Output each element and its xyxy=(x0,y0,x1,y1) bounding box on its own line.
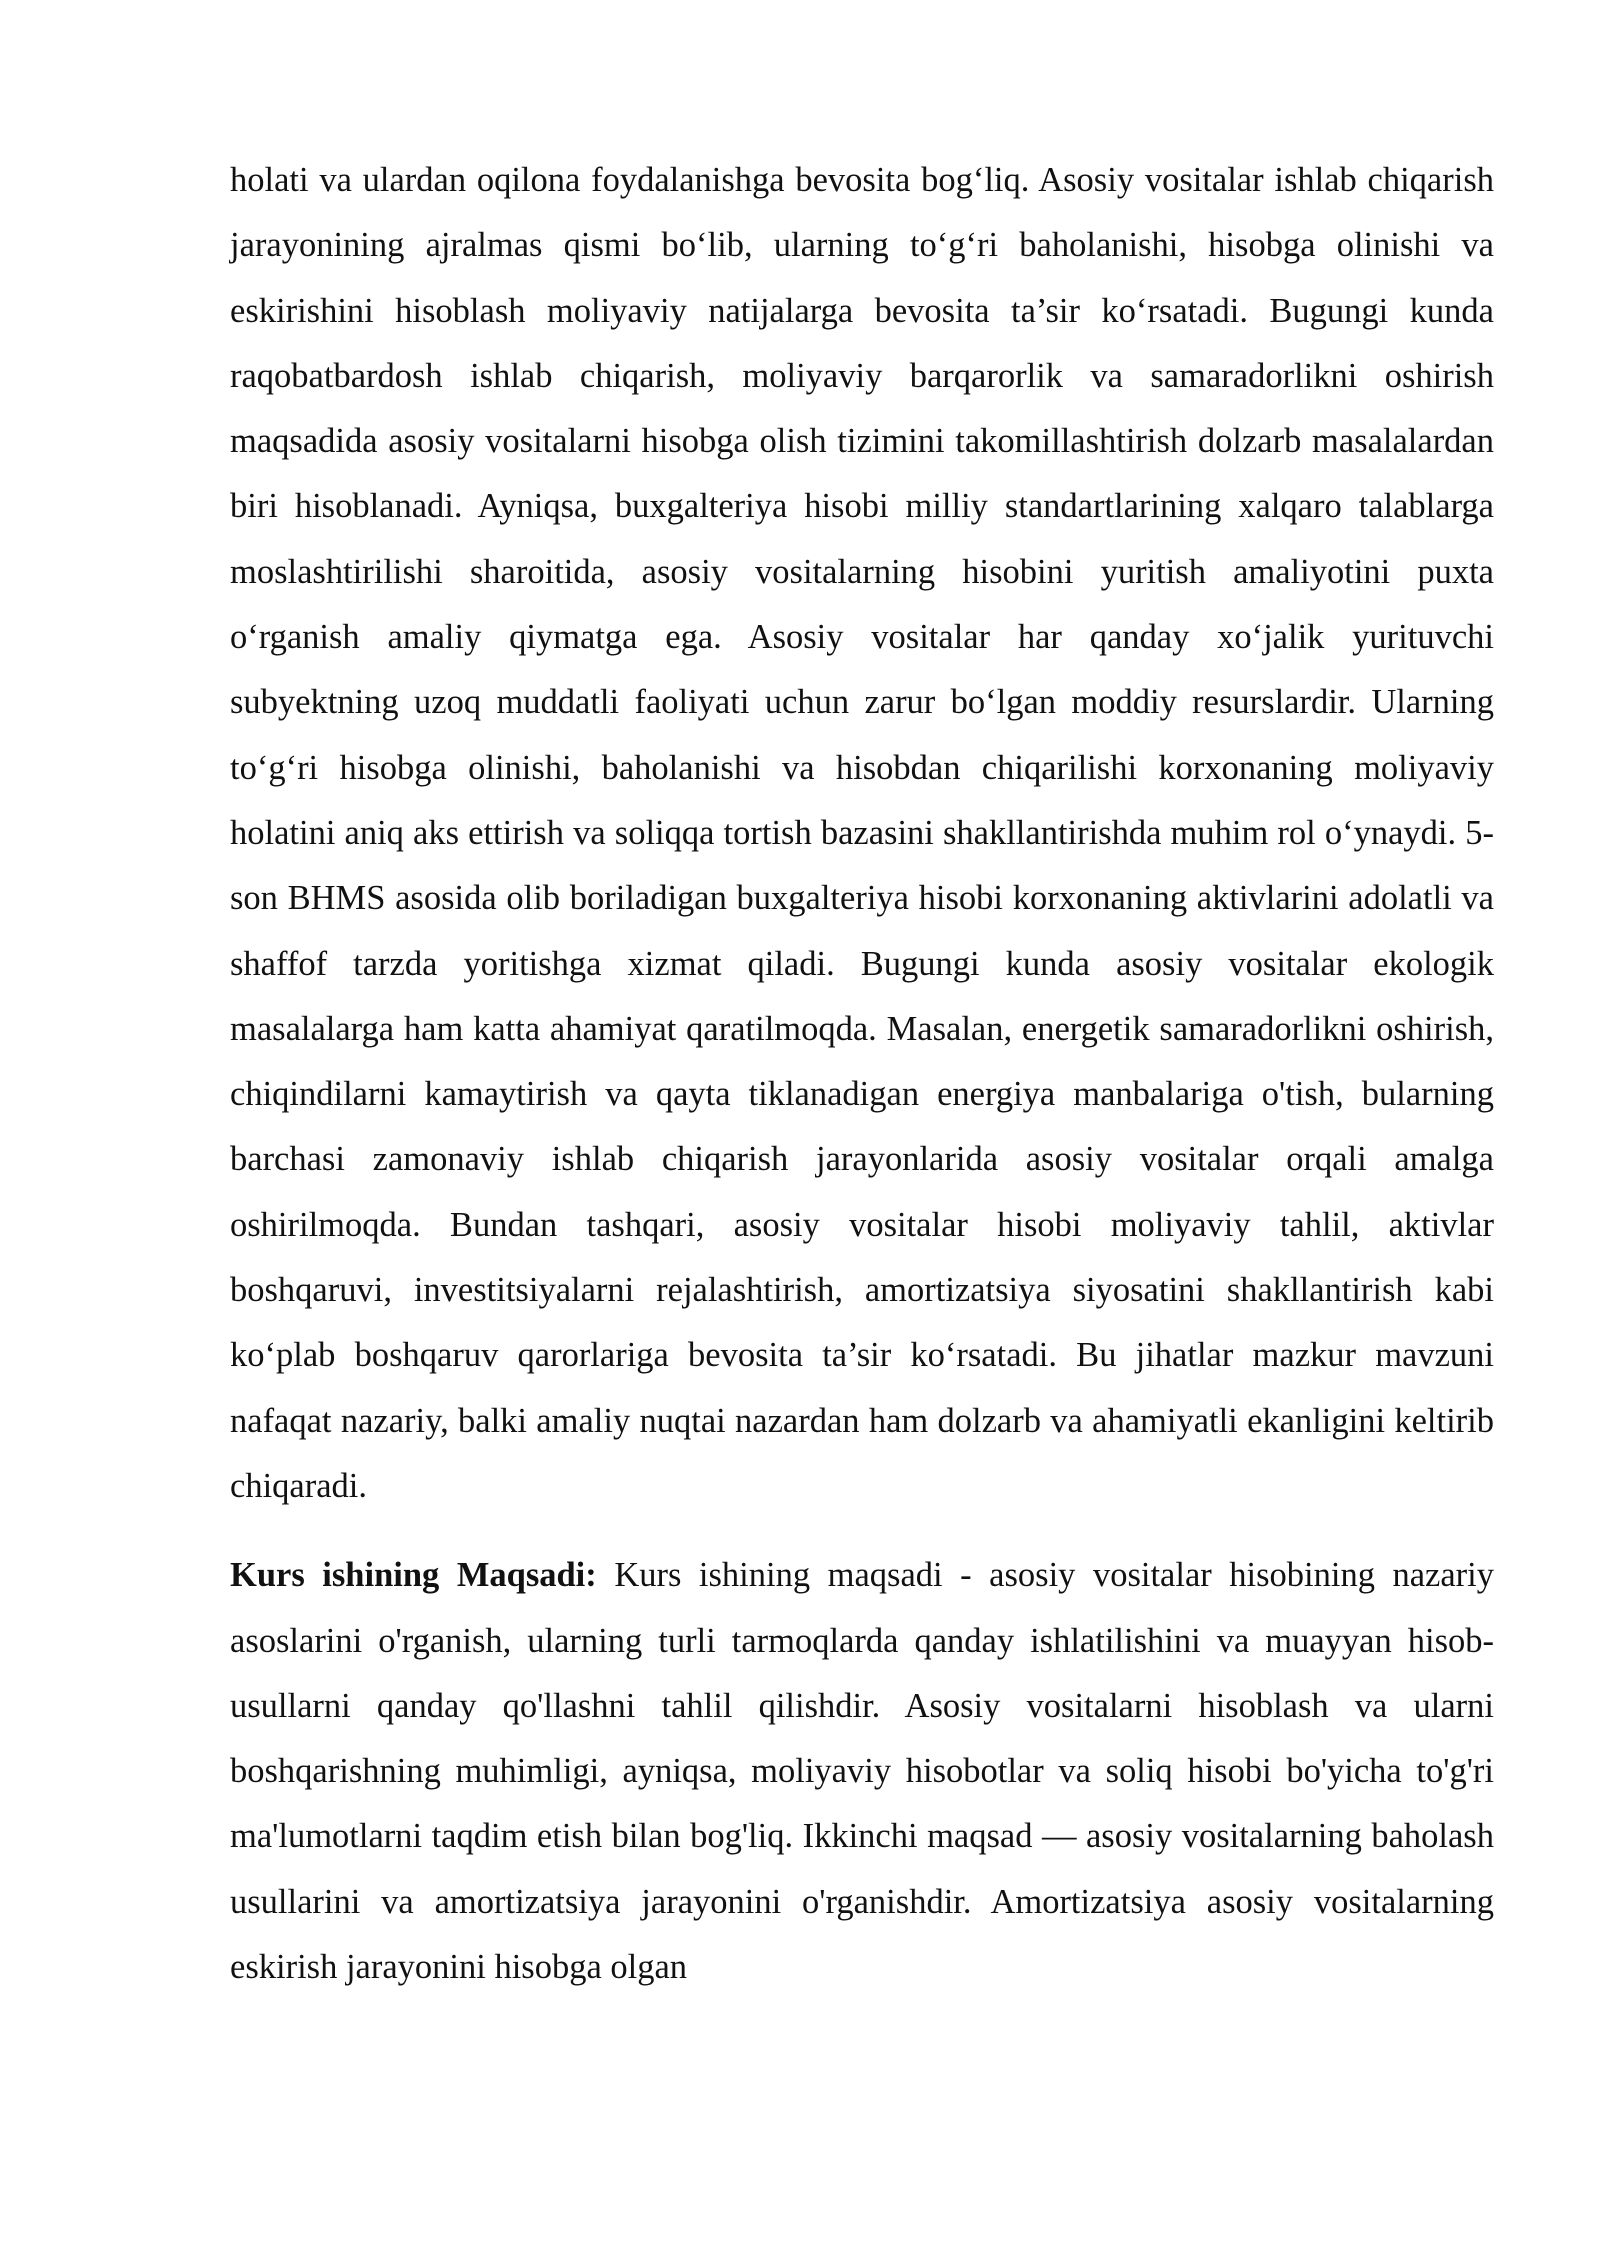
goal-text: Kurs ishining maqsadi - asosiy vositalar hisobining nazariy asoslarini o'rganish, ularning turli tarmoqlarda qanday ishlatilishini va muayyan hisob-usullarni qanday qo'llashni tahlil qilishdir. Asosiy vositalarni hisoblash va ularni boshqarishning muhimligi, ayniqsa, moliyaviy hisobotlar va soliq hisobi bo'yicha to'g'ri ma'lumotlarni taqdim etish bilan bog'liq. Ikkinchi maqsad — asosiy vositalarning baholash usullarini va amortizatsiya jarayonini o'rganishdir. Amortizatsiya asosiy vositalarning eskirish jarayonini hisobga olgan xyxy=(230,1556,1495,1987)
document-body xyxy=(230,148,1494,2000)
body-paragraph-goal xyxy=(230,1543,1494,2000)
body-paragraph-intro: holati va ulardan oqilona foydalanishga bevosita bog‘liq. Asosiy vositalar ishlab chiqarish jarayonining ajralmas qismi bo‘lib, ularning to‘g‘ri baholanishi, hisobga olinishi va eskirishini hisoblash moliyaviy natijalarga bevosita ta’sir ko‘rsatadi. Bugungi kunda raqobatbardosh ishlab chiqarish, moliyaviy barqarorlik va samaradorlikni oshirish maqsadida asosiy vositalarni hisobga olish tizimini takomillashtirish dolzarb masalalardan biri hisoblanadi. Ayniqsa, buxgalteriya hisobi milliy standartlarining xalqaro talablarga moslashtirilishi sharoitida, asosiy vositalarning hisobini yuritish amaliyotini puxta o‘rganish amaliy qiymatga ega. Asosiy vositalar har qanday xo‘jalik yurituvchi subyektning uzoq muddatli faoliyati uchun zarur bo‘lgan moddiy resurslardir. Ularning to‘g‘ri hisobga olinishi, baholanishi va hisobdan chiqarilishi korxonaning moliyaviy holatini aniq aks ettirish va soliqqa tortish bazasini shakllantirishda muhim rol o‘ynaydi. 5-son BHMS asosida olib boriladigan buxgalteriya hisobi korxonaning aktivlarini adolatli va shaffof tarzda yoritishga xizmat qiladi. Bugungi kunda asosiy vositalar ekologik masalalarga ham katta ahamiyat qaratilmoqda. Masalan, energetik samaradorlikni oshirish, chiqindilarni kamaytirish va qayta tiklanadigan energiya manbalariga o'tish, bularning barchasi zamonaviy ishlab chiqarish jarayonlarida asosiy vositalar orqali amalga oshirilmoqda. Bundan tashqari, asosiy vositalar hisobi moliyaviy tahlil, aktivlar boshqaruvi, investitsiyalarni rejalashtirish, amortizatsiya siyosatini shakllantirish kabi ko‘plab boshqaruv qarorlariga bevosita ta’sir ko‘rsatadi. Bu jihatlar mazkur mavzuni nafaqat nazariy, balki amaliy nuqtai nazardan ham dolzarb va ahamiyatli ekanligini keltirib chiqaradi. xyxy=(230,161,1494,1505)
goal-heading: Kurs ishining Maqsadi: xyxy=(230,1556,597,1595)
